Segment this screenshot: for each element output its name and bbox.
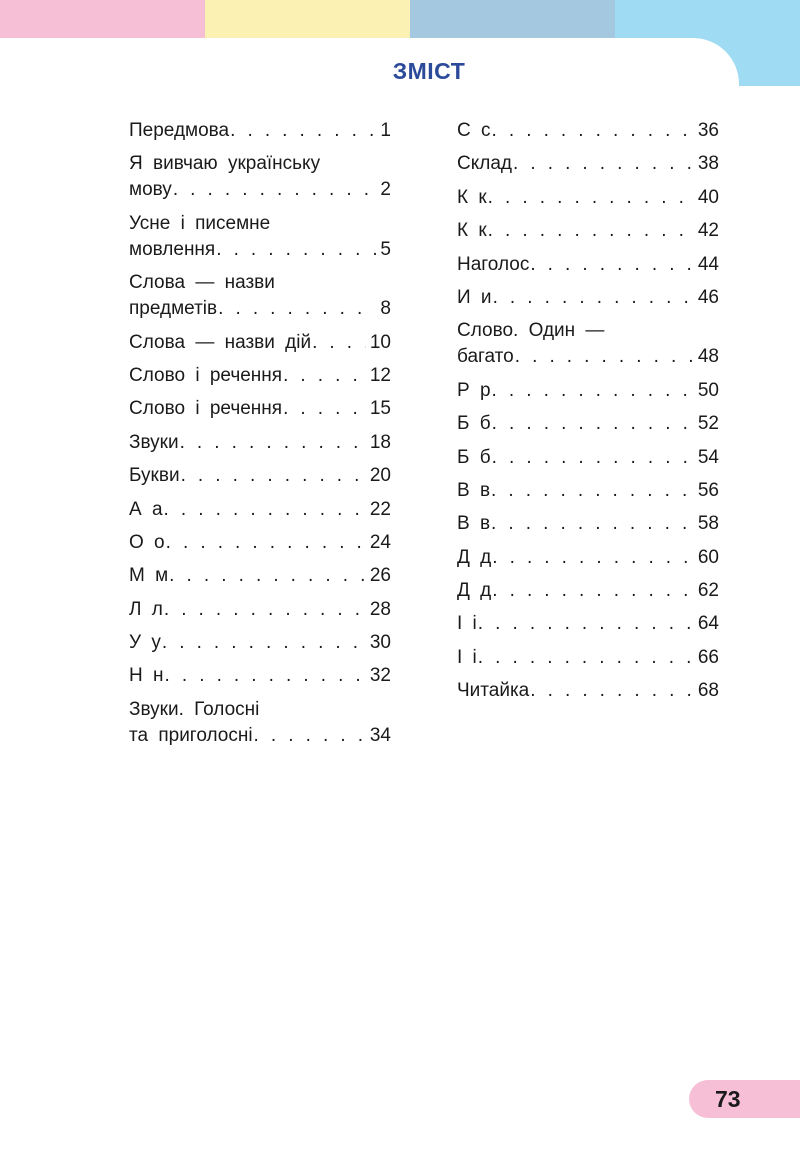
- toc-entry-title: Л л: [129, 598, 163, 620]
- toc-entry[interactable]: [457, 411, 719, 437]
- toc-dot-leader: [491, 511, 694, 537]
- toc-entry-title-line: Слово. Один —: [457, 320, 605, 342]
- toc-entry[interactable]: [129, 463, 391, 489]
- toc-entry-page: 50: [697, 379, 719, 401]
- toc-entry-row: [457, 478, 719, 504]
- toc-entry-row: [457, 185, 719, 211]
- toc-entry-page: 40: [697, 186, 719, 208]
- toc-entry-title: предметів: [129, 298, 218, 320]
- toc-entry-title: М м: [129, 565, 169, 587]
- toc-dot-leader: [488, 218, 694, 244]
- toc-entry-title: У у: [129, 632, 161, 654]
- toc-entry-page: 22: [369, 498, 391, 520]
- toc-dot-leader: [230, 118, 376, 144]
- toc-entry-page: 44: [697, 253, 719, 275]
- toc-dot-leader: [165, 663, 366, 689]
- toc-entry-row: [129, 396, 391, 422]
- toc-dot-leader: [180, 430, 366, 456]
- toc-entry-page: 48: [697, 346, 719, 368]
- toc-entry-row: [129, 463, 391, 489]
- toc-dot-leader: [515, 344, 694, 370]
- toc-entry-title: Наголос: [457, 253, 530, 275]
- toc-dot-leader: [492, 118, 694, 144]
- toc-dot-leader: [493, 285, 694, 311]
- toc-entry-title: Звуки: [129, 431, 179, 453]
- toc-dot-leader: [478, 645, 694, 671]
- toc-dot-leader: [312, 330, 366, 356]
- toc-dot-leader: [492, 445, 694, 471]
- toc-entry[interactable]: [457, 678, 719, 704]
- header-stripe-blue: [410, 0, 615, 38]
- toc-entry-page: 8: [380, 298, 391, 320]
- toc-entry-page: 10: [369, 331, 391, 353]
- toc-dot-leader: [283, 396, 366, 422]
- toc-dot-leader: [173, 177, 377, 203]
- toc-entry-title: багато: [457, 346, 514, 368]
- toc-entry-title: Читайка: [457, 680, 530, 702]
- toc-entry-page: 60: [697, 546, 719, 568]
- toc-column-right: [457, 118, 719, 712]
- toc-entry-title-line: Я вивчаю українську: [129, 153, 321, 175]
- toc-entry-row: [129, 237, 391, 263]
- toc-entry-title: та приголосні: [129, 724, 253, 746]
- toc-entry-title: К к: [457, 220, 487, 242]
- toc-dot-leader: [492, 578, 694, 604]
- toc-entry-title: О о: [129, 531, 165, 553]
- toc-entry-title: І і: [457, 646, 477, 668]
- toc-entry-page: 36: [697, 120, 719, 141]
- toc-entry[interactable]: [457, 611, 719, 637]
- toc-entry-page: 54: [697, 446, 719, 468]
- toc-entry-title: мовлення: [129, 238, 216, 260]
- toc-dot-leader: [488, 185, 694, 211]
- toc-entry-row: [129, 330, 391, 356]
- toc-dot-leader: [492, 378, 694, 404]
- toc-dot-leader: [513, 151, 694, 177]
- toc-entry-row: [129, 363, 391, 389]
- toc-entry-title-line: Звуки. Голосні: [129, 698, 260, 720]
- toc-entry-title: Н н: [129, 665, 164, 687]
- toc-entry-page: 18: [369, 431, 391, 453]
- toc-entry-page: 28: [369, 598, 391, 620]
- toc-entry-page: 2: [380, 179, 391, 201]
- toc-entry-page: 46: [697, 286, 719, 308]
- toc-entry[interactable]: [457, 118, 719, 144]
- toc-entry-row: [457, 511, 719, 537]
- toc-dot-leader: [218, 296, 376, 322]
- toc-entry-row: [129, 430, 391, 456]
- toc-entry-page: 42: [697, 220, 719, 242]
- toc-entry-title: Р р: [457, 379, 491, 401]
- toc-entry-title: І і: [457, 613, 477, 635]
- toc-entry-title: Букви: [129, 465, 180, 487]
- header-stripe-pink: [0, 0, 205, 38]
- toc-dot-leader: [530, 252, 694, 278]
- toc-entry[interactable]: [129, 430, 391, 456]
- toc-entry[interactable]: [129, 630, 391, 656]
- toc-entry-row: [457, 545, 719, 571]
- toc-entry-row: [457, 344, 719, 370]
- toc-entry-page: 62: [697, 580, 719, 602]
- toc-entry-page: 64: [697, 613, 719, 635]
- toc-entry-row: [457, 118, 719, 144]
- toc-dot-leader: [166, 530, 366, 556]
- toc-entry-title: Передмова: [129, 120, 230, 141]
- toc-entry-page: 15: [369, 398, 391, 420]
- toc-entry-row: [457, 645, 719, 671]
- toc-entry-page: 66: [697, 646, 719, 668]
- toc-entry[interactable]: [129, 663, 391, 689]
- toc-entry-title: Слово і речення: [129, 364, 283, 386]
- toc-entry-row: [457, 578, 719, 604]
- toc-entry-row: [129, 177, 391, 203]
- toc-dot-leader: [164, 597, 366, 623]
- toc-entry-page: 24: [369, 531, 391, 553]
- toc-entry[interactable]: [129, 396, 391, 422]
- toc-entry[interactable]: [457, 151, 719, 177]
- toc-entry-row: [129, 597, 391, 623]
- toc-entry-page: 5: [380, 238, 391, 260]
- toc-entry-row: [129, 530, 391, 556]
- toc-entry-row: [457, 445, 719, 471]
- toc-entry[interactable]: [457, 578, 719, 604]
- toc-entry-row: [457, 411, 719, 437]
- toc-entry-title: К к: [457, 186, 487, 208]
- toc-dot-leader: [492, 545, 694, 571]
- toc-entry-title: И и: [457, 286, 492, 308]
- toc-entry-page: 56: [697, 479, 719, 501]
- toc-entry-page: 68: [697, 680, 719, 702]
- toc-entry-page: 38: [697, 153, 719, 175]
- toc-entry-title: Д д: [457, 580, 492, 602]
- toc-dot-leader: [491, 478, 694, 504]
- toc-entry-title: С с: [457, 120, 491, 141]
- toc-entry[interactable]: [457, 185, 719, 211]
- toc-entry[interactable]: [457, 318, 719, 370]
- toc-dot-leader: [492, 411, 694, 437]
- toc-entry[interactable]: [457, 511, 719, 537]
- toc-entry-row: [457, 218, 719, 244]
- page-title: ЗМІСТ: [392, 58, 466, 84]
- toc-dot-leader: [164, 497, 366, 523]
- page-number-badge: 73: [689, 1080, 800, 1118]
- toc-entry-row: [129, 663, 391, 689]
- toc-entry[interactable]: [129, 151, 391, 203]
- toc-entry-row: [457, 151, 719, 177]
- toc-entry[interactable]: [457, 378, 719, 404]
- toc-dot-leader: [530, 678, 694, 704]
- toc-entry[interactable]: [457, 545, 719, 571]
- toc-entry-row: [129, 497, 391, 523]
- toc-dot-leader: [478, 611, 694, 637]
- toc-entry-title: Слово і речення: [129, 398, 283, 420]
- toc-entry[interactable]: [457, 218, 719, 244]
- toc-entry[interactable]: [129, 118, 391, 144]
- toc-entry-row: [457, 378, 719, 404]
- toc-entry[interactable]: [457, 645, 719, 671]
- toc-entry-title: Д д: [457, 546, 492, 568]
- toc-entry-row: [129, 563, 391, 589]
- toc-entry-title: Слова — назви дій: [129, 331, 312, 353]
- toc-entry-page: 52: [697, 413, 719, 435]
- toc-entry-page: 32: [369, 665, 391, 687]
- toc-entry[interactable]: [457, 252, 719, 278]
- toc-dot-leader: [216, 237, 376, 263]
- toc-entry-row: [129, 118, 391, 144]
- toc-entry[interactable]: [129, 211, 391, 263]
- toc-entry-title: мову: [129, 179, 172, 201]
- toc-entry[interactable]: [129, 563, 391, 589]
- toc-entry-title: В в: [457, 513, 491, 535]
- toc-entry-page: 58: [697, 513, 719, 535]
- toc-entry-title: А а: [129, 498, 163, 520]
- toc-dot-leader: [283, 363, 366, 389]
- toc-entry[interactable]: [457, 445, 719, 471]
- toc-dot-leader: [181, 463, 366, 489]
- toc-entry-page: 30: [369, 632, 391, 654]
- toc-entry-row: [457, 611, 719, 637]
- toc-entry-page: 1: [380, 120, 391, 141]
- toc-entry-title: Склад: [457, 153, 512, 175]
- toc-dot-leader: [169, 563, 366, 589]
- toc-entry-row: [129, 296, 391, 322]
- toc-entry-page: 26: [369, 565, 391, 587]
- toc-entry[interactable]: [129, 330, 391, 356]
- header-stripe-yellow: [205, 0, 410, 38]
- toc-entry[interactable]: [129, 530, 391, 556]
- toc-entry-title-line: Слова — назви: [129, 272, 275, 294]
- toc-dot-leader: [254, 723, 366, 749]
- toc-entry-title: В в: [457, 479, 491, 501]
- toc-entry-page: 20: [369, 465, 391, 487]
- toc-dot-leader: [162, 630, 366, 656]
- toc-entry[interactable]: [129, 697, 391, 749]
- toc-entry[interactable]: [129, 497, 391, 523]
- toc-entry-row: [457, 285, 719, 311]
- toc-entry-page: 12: [369, 364, 391, 386]
- toc-entry-row: [129, 630, 391, 656]
- toc-entry-row: [129, 723, 391, 749]
- toc-entry[interactable]: [457, 478, 719, 504]
- toc-entry[interactable]: [129, 270, 391, 322]
- toc-entry-page: 34: [369, 724, 391, 746]
- toc-entry[interactable]: [457, 285, 719, 311]
- toc-entry[interactable]: [129, 597, 391, 623]
- toc-entry-row: [457, 252, 719, 278]
- toc-entry-row: [457, 678, 719, 704]
- toc-entry-title: Б б: [457, 446, 491, 468]
- toc-entry-title: Б б: [457, 413, 491, 435]
- toc-entry[interactable]: [129, 363, 391, 389]
- toc-entry-title-line: Усне і писемне: [129, 212, 271, 234]
- toc-column-left: [129, 118, 391, 756]
